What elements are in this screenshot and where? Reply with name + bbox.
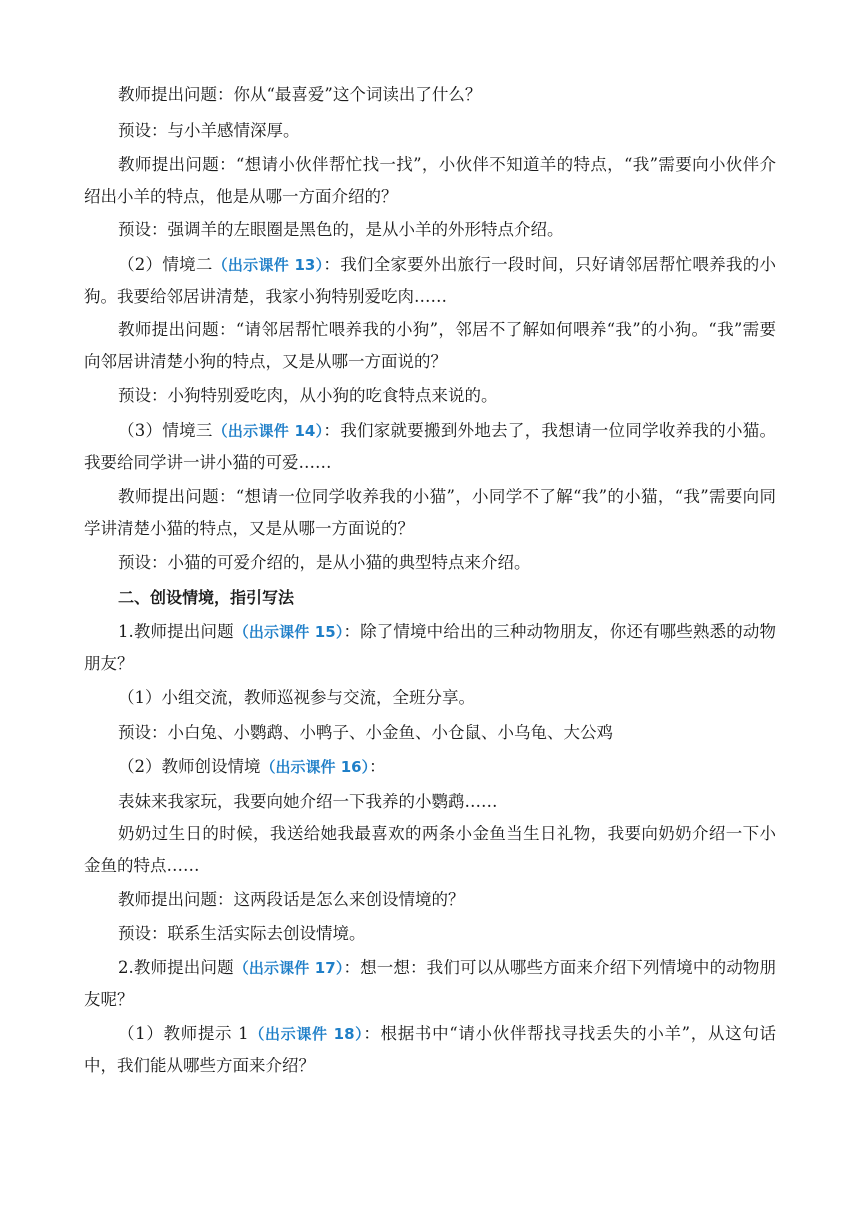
paragraph-preset-3: 预设：小狗特别爱吃肉，从小狗的吃食特点来说的。	[118, 386, 498, 405]
paragraph-question-cat: 教师提出问题：“想请一位同学收养我的小猫”，小同学不了解“我”的小猫，“我”需要向同学讲清楚小猫的特点，又是从哪一方面说的？	[84, 487, 776, 538]
paragraph-question-how: 教师提出问题：这两段话是怎么来创设情境的？	[118, 890, 465, 909]
paragraph-question-2: 2.教师提出问题（出示课件 17）：想一想：我们可以从哪些方面来介绍下列情境中的动物朋友呢？	[84, 958, 776, 1009]
paragraph-preset-2: 预设：强调羊的左眼圈是黑色的，是从小羊的外形特点介绍。	[118, 220, 564, 239]
paragraph-preset-4: 预设：小猫的可爱介绍的，是从小猫的典型特点来介绍。	[118, 553, 531, 572]
courseware-ref-17: （出示课件 17）	[233, 959, 344, 977]
paragraph-grandma: 奶奶过生日的时候，我送给她我最喜欢的两条小金鱼当生日礼物，我要向奶奶介绍一下小金鱼的特点……	[84, 824, 776, 875]
courseware-ref-15: （出示课件 15）	[233, 623, 344, 641]
paragraph-preset-1: 预设：与小羊感情深厚。	[118, 121, 300, 140]
paragraph-create-scenario: （2）教师创设情境（出示课件 16）：	[118, 757, 386, 776]
paragraph-cousin: 表妹来我家玩，我要向她介绍一下我养的小鹦鹉……	[118, 792, 498, 811]
courseware-ref-16: （出示课件 16）	[260, 758, 370, 776]
paragraph-scenario-2: （2）情境二（出示课件 13）：我们全家要外出旅行一段时间，只好请邻居帮忙喂养我的小狗。我要给邻居讲清楚，我家小狗特别爱吃肉……	[84, 255, 777, 306]
courseware-ref-13: （出示课件 13）	[212, 256, 324, 274]
paragraph-scenario-3: （3）情境三（出示课件 14）：我们家就要搬到外地去了，我想请一位同学收养我的小猫。我要给同学讲一讲小猫的可爱……	[84, 421, 777, 472]
paragraph-group-discussion: （1）小组交流，教师巡视参与交流，全班分享。	[118, 688, 475, 707]
paragraph-question-dog: 教师提出问题：“请邻居帮忙喂养我的小狗”，邻居不了解如何喂养“我”的小狗。“我”需要向邻居讲清楚小狗的特点，又是从哪一方面说的？	[84, 320, 776, 371]
paragraph-question-lamb: 教师提出问题：“想请小伙伴帮忙找一找”，小伙伴不知道羊的特点，“我”需要向小伙伴介绍出小羊的特点，他是从哪一方面介绍的？	[84, 155, 776, 206]
paragraph-question-1: 1.教师提出问题（出示课件 15）：除了情境中给出的三种动物朋友，你还有哪些熟悉的动物朋友？	[84, 622, 776, 673]
paragraph-hint-1: （1）教师提示 1（出示课件 18）：根据书中“请小伙伴帮找寻找丢失的小羊”，从这句话中，我们能从哪些方面来介绍？	[84, 1024, 776, 1075]
courseware-ref-14: （出示课件 14）	[212, 422, 324, 440]
paragraph-question-favorite: 教师提出问题：你从“最喜爱”这个词读出了什么？	[118, 85, 482, 104]
section-heading-2: 二、创设情境，指引写法	[118, 588, 295, 607]
paragraph-preset-6: 预设：联系生活实际去创设情境。	[118, 924, 366, 943]
courseware-ref-18: （出示课件 18）	[248, 1025, 364, 1043]
paragraph-preset-5: 预设：小白兔、小鹦鹉、小鸭子、小金鱼、小仓鼠、小乌龟、大公鸡	[118, 723, 613, 742]
